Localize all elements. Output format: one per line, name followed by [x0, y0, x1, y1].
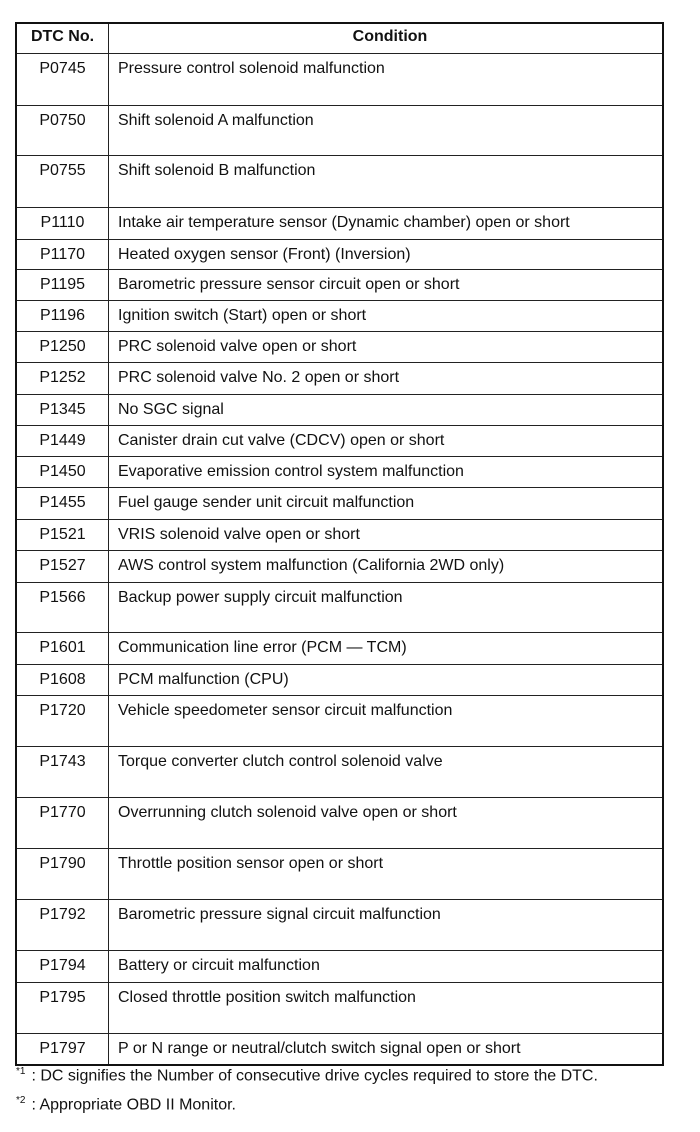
dtc-condition: No SGC signal [118, 401, 224, 418]
dtc-condition: P or N range or neutral/clutch switch signal open or short [118, 1040, 521, 1057]
table-row [17, 53, 662, 105]
dtc-condition: Heated oxygen sensor (Front) (Inversion) [118, 246, 411, 263]
dtc-code: P1797 [17, 1034, 109, 1064]
table-row [17, 105, 662, 155]
table-row [17, 300, 662, 331]
table-row [17, 899, 662, 950]
dtc-condition: Overrunning clutch solenoid valve open or short [118, 804, 457, 821]
table-row [17, 425, 662, 456]
header-dtc-no: DTC No. [17, 24, 109, 53]
dtc-condition: Barometric pressure sensor circuit open or short [118, 276, 460, 293]
table-row [17, 664, 662, 695]
table-row [17, 950, 662, 982]
dtc-condition: Evaporative emission control system malfunction [118, 463, 464, 480]
dtc-condition: Torque converter clutch control solenoid valve [118, 753, 443, 770]
dtc-condition: Intake air temperature sensor (Dynamic chamber) open or short [118, 214, 570, 231]
dtc-code: P1795 [17, 983, 109, 1033]
header-condition: Condition [352, 28, 428, 45]
table-row [17, 797, 662, 848]
dtc-condition: PRC solenoid valve open or short [118, 338, 357, 355]
footnote-text: : Appropriate OBD II Monitor. [31, 1096, 236, 1114]
dtc-code: P1345 [17, 395, 109, 425]
dtc-code: P1250 [17, 332, 109, 362]
dtc-condition: PCM malfunction (CPU) [118, 671, 289, 688]
dtc-code: P1527 [17, 551, 109, 582]
dtc-code: P1195 [17, 270, 109, 300]
table-row [17, 632, 662, 664]
table-row [17, 331, 662, 362]
table-row [17, 456, 662, 487]
dtc-code: P1450 [17, 457, 109, 487]
dtc-condition: Fuel gauge sender unit circuit malfunction [118, 494, 415, 511]
table-row [17, 746, 662, 797]
table-row [17, 239, 662, 269]
dtc-condition: Pressure control solenoid malfunction [118, 60, 385, 77]
footnote-mark: *2 [16, 1095, 26, 1106]
table-row [17, 848, 662, 899]
dtc-code: P1110 [17, 208, 109, 239]
table-row [17, 269, 662, 300]
table-row [17, 982, 662, 1033]
dtc-condition: AWS control system malfunction (California 2WD only) [118, 557, 505, 574]
dtc-code: P1770 [17, 798, 109, 848]
table-row [17, 695, 662, 746]
table-row [17, 1033, 662, 1064]
dtc-code: P1170 [17, 240, 109, 269]
dtc-condition: VRIS solenoid valve open or short [118, 526, 360, 543]
dtc-code: P0755 [17, 156, 109, 207]
dtc-code: P1790 [17, 849, 109, 899]
dtc-code: P1521 [17, 520, 109, 550]
dtc-condition: Shift solenoid B malfunction [118, 162, 316, 179]
dtc-condition: Throttle position sensor open or short [118, 855, 384, 872]
footnote-1 [16, 1066, 598, 1085]
table-row [17, 519, 662, 550]
table-row [17, 207, 662, 239]
dtc-code: P1196 [17, 301, 109, 331]
dtc-code: P1792 [17, 900, 109, 950]
dtc-condition: Battery or circuit malfunction [118, 957, 320, 974]
dtc-condition: Closed throttle position switch malfunction [118, 989, 416, 1006]
table-row [17, 487, 662, 519]
table-row [17, 394, 662, 425]
footnote-text: : DC signifies the Number of consecutive drive cycles required to store the DTC. [31, 1067, 598, 1085]
dtc-code: P1794 [17, 951, 109, 982]
dtc-code: P1566 [17, 583, 109, 632]
dtc-condition: Barometric pressure signal circuit malfunction [118, 906, 441, 923]
table-header [17, 24, 662, 53]
dtc-condition: Vehicle speedometer sensor circuit malfunction [118, 702, 453, 719]
table-row [17, 362, 662, 394]
dtc-condition: Canister drain cut valve (CDCV) open or short [118, 432, 445, 449]
dtc-code: P1252 [17, 363, 109, 394]
table-row [17, 550, 662, 582]
dtc-code: P0745 [17, 54, 109, 105]
dtc-code: P1601 [17, 633, 109, 664]
table-row [17, 155, 662, 207]
dtc-condition: Communication line error (PCM — TCM) [118, 639, 407, 656]
dtc-code: P1455 [17, 488, 109, 519]
dtc-code: P0750 [17, 106, 109, 155]
dtc-code: P1743 [17, 747, 109, 797]
dtc-condition: Backup power supply circuit malfunction [118, 589, 403, 606]
dtc-code: P1449 [17, 426, 109, 456]
table-row [17, 582, 662, 632]
dtc-condition: Shift solenoid A malfunction [118, 112, 314, 129]
footnote-mark: *1 [16, 1066, 26, 1077]
footnote-2 [16, 1095, 236, 1114]
dtc-condition: Ignition switch (Start) open or short [118, 307, 367, 324]
dtc-code: P1720 [17, 696, 109, 746]
dtc-table [15, 22, 664, 1066]
dtc-condition: PRC solenoid valve No. 2 open or short [118, 369, 400, 386]
dtc-code: P1608 [17, 665, 109, 695]
